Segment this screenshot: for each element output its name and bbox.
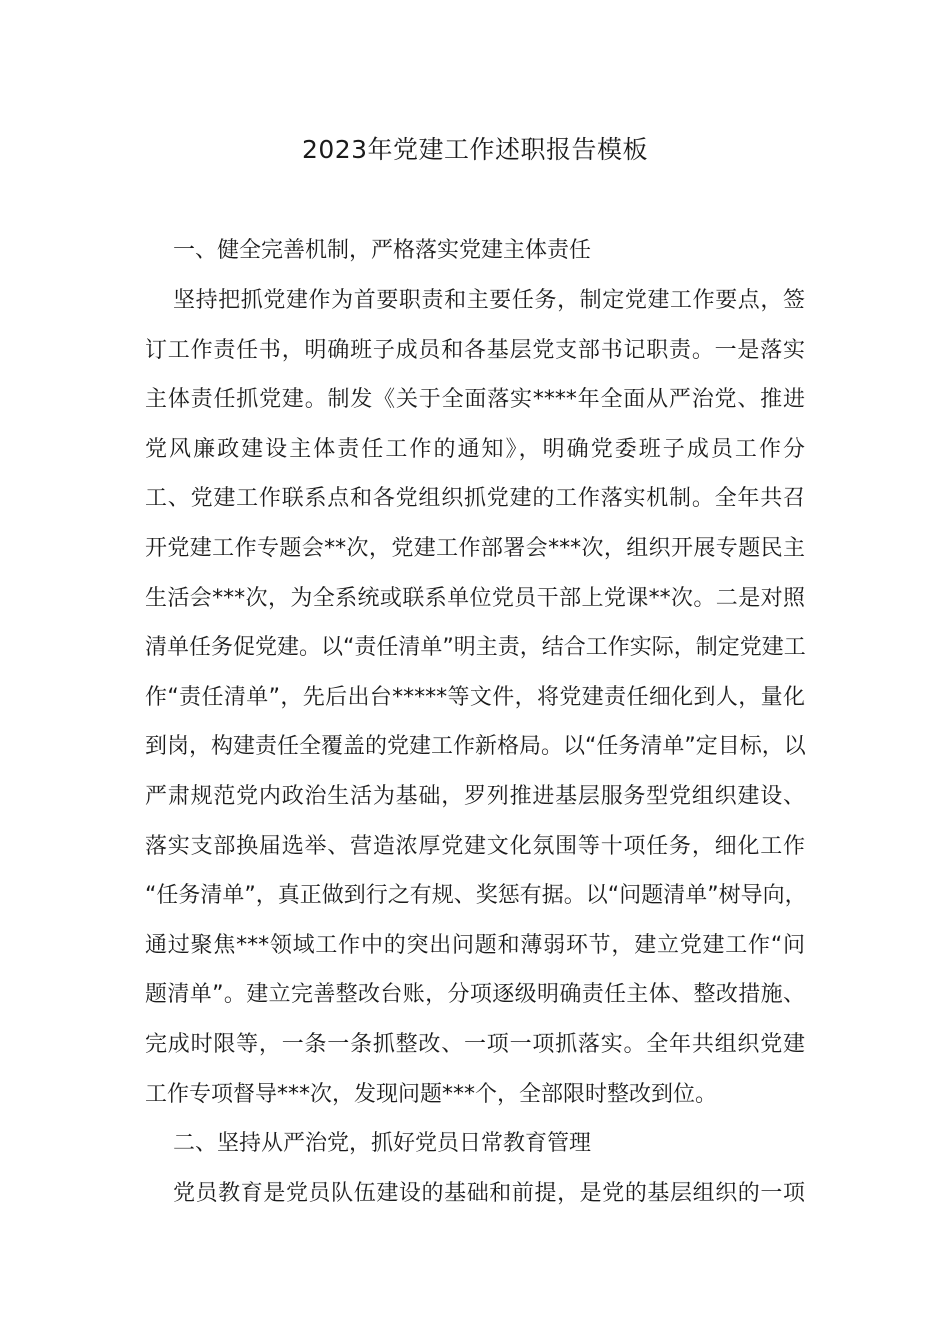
paragraph-line: 作“责任清单”，先后出台*****等文件，将党建责任细化到人，量化 [145, 685, 805, 710]
paragraph-line: “任务清单”，真正做到行之有规、奖惩有据。以“问题清单”树导向， [145, 883, 807, 908]
paragraph-line: 清单任务促党建。以“责任清单”明主责，结合工作实际，制定党建工 [145, 635, 806, 660]
paragraph-line: 题清单”。建立完善整改台账，分项逐级明确责任主体、整改措施、 [145, 982, 805, 1007]
paragraph-line: 坚持把抓党建作为首要职责和主要任务，制定党建工作要点，签 [173, 288, 805, 313]
paragraph-line: 生活会***次，为全系统或联系单位党员干部上党课**次。二是对照 [145, 586, 805, 611]
paragraph-line: 订工作责任书，明确班子成员和各基层党支部书记职责。一是落实 [145, 338, 805, 363]
paragraph-line: 工作专项督导***次，发现问题***个，全部限时整改到位。 [145, 1082, 718, 1107]
paragraph-line: 严肃规范党内政治生活为基础，罗列推进基层服务型党组织建设、 [145, 784, 805, 809]
paragraph-line: 工、党建工作联系点和各党组织抓党建的工作落实机制。全年共召 [145, 486, 805, 511]
paragraph-line: 完成时限等，一条一条抓整改、一项一项抓落实。全年共组织党建 [145, 1032, 805, 1057]
paragraph-line: 通过聚焦***领域工作中的突出问题和薄弱环节，建立党建工作“问 [145, 933, 805, 958]
paragraph-line: 党员教育是党员队伍建设的基础和前提，是党的基层组织的一项 [173, 1181, 805, 1206]
paragraph-line: 开党建工作专题会**次，党建工作部署会***次，组织开展专题民主 [145, 536, 805, 561]
document-title: 2023年党建工作述职报告模板 [301, 135, 649, 164]
section-heading-2: 二、坚持从严治党，抓好党员日常教育管理 [173, 1131, 592, 1156]
paragraph-line: 党风廉政建设主体责任工作的通知》，明确党委班子成员工作分 [145, 437, 805, 462]
section-heading-1: 一、健全完善机制，严格落实党建主体责任 [173, 238, 592, 263]
paragraph-line: 落实支部换届选举、营造浓厚党建文化氛围等十项任务，细化工作 [145, 834, 805, 859]
paragraph-line: 主体责任抓党建。制发《关于全面落实****年全面从严治党、推进 [145, 387, 805, 412]
paragraph-line: 到岗，构建责任全覆盖的党建工作新格局。以“任务清单”定目标，以 [145, 734, 806, 759]
